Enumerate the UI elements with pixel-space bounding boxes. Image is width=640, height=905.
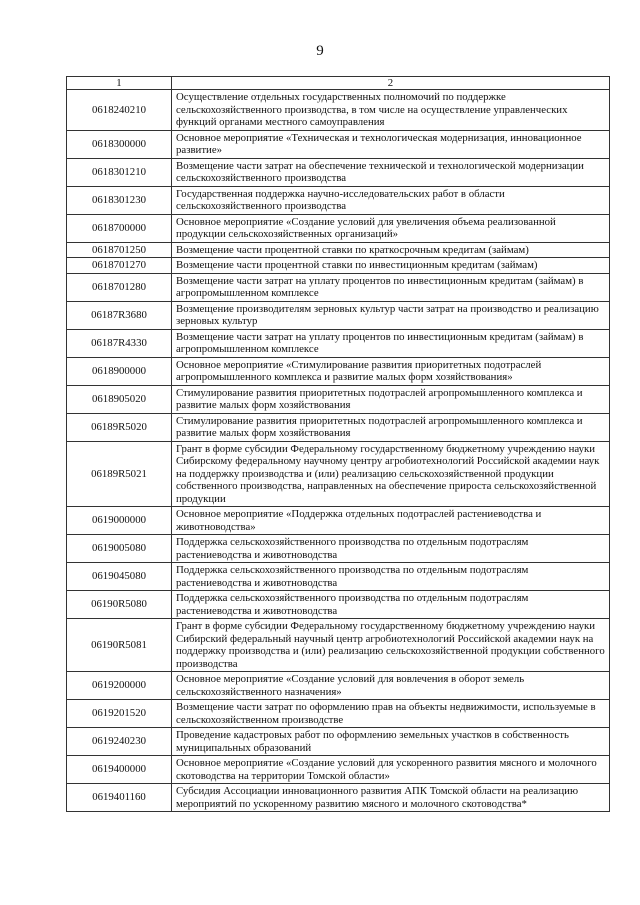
row-description: Поддержка сельскохозяйственного производства по отдельным подотраслям растениеводства и животноводства <box>172 591 610 619</box>
table-row <box>67 563 610 591</box>
table-row <box>67 619 610 672</box>
table-row <box>67 158 610 186</box>
row-description: Стимулирование развития приоритетных подотраслей агропромышленного комплекса и развитие малых форм хозяйствования <box>172 385 610 413</box>
row-description: Субсидия Ассоциации инновационного развития АПК Томской области на реализацию мероприятий по ускоренному развитию мясного и молочного скотоводства* <box>172 784 610 812</box>
row-code: 0619400000 <box>67 756 172 784</box>
table-body <box>67 90 610 812</box>
row-description: Стимулирование развития приоритетных подотраслей агропромышленного комплекса и развитие малых форм хозяйствования <box>172 413 610 441</box>
row-description: Осуществление отдельных государственных полномочий по поддержке сельскохозяйственного производства, в том числе на осуществление управленческих функций органами местного самоуправления <box>172 90 610 131</box>
table-row <box>67 90 610 131</box>
table-row <box>67 441 610 507</box>
row-description: Основное мероприятие «Создание условий для ускоренного развития мясного и молочного скотоводства на территории Томской области» <box>172 756 610 784</box>
row-code: 0618900000 <box>67 357 172 385</box>
row-code: 06189R5021 <box>67 441 172 507</box>
row-description: Поддержка сельскохозяйственного производства по отдельным подотраслям растениеводства и животноводства <box>172 563 610 591</box>
table-row <box>67 700 610 728</box>
table-row <box>67 258 610 274</box>
row-code: 0618240210 <box>67 90 172 131</box>
row-code: 0618701280 <box>67 273 172 301</box>
row-code: 0618700000 <box>67 214 172 242</box>
row-description: Возмещение части затрат на уплату процентов по инвестиционным кредитам (займам) в агропромышленном комплексе <box>172 329 610 357</box>
row-description: Возмещение части затрат по оформлению прав на объекты недвижимости, используемые в сельскохозяйственном производстве <box>172 700 610 728</box>
row-description: Основное мероприятие «Стимулирование развития приоритетных подотраслей агропромышленного комплекса и развитие малых форм хозяйствования» <box>172 357 610 385</box>
column-header-code: 1 <box>67 77 172 90</box>
row-code: 0618905020 <box>67 385 172 413</box>
table-row <box>67 214 610 242</box>
table-row <box>67 130 610 158</box>
row-code: 0619045080 <box>67 563 172 591</box>
row-code: 0618300000 <box>67 130 172 158</box>
table-row <box>67 273 610 301</box>
row-description: Грант в форме субсидии Федеральному государственному бюджетному учреждению науки Сибирский федеральный научный центр агробиотехнологий Российской академии наук на поддержку производства и (или) реализацию сельскохозяйственной продукции собственного производства <box>172 619 610 672</box>
table-header-row <box>67 77 610 90</box>
row-description: Государственная поддержка научно-исследовательских работ в области сельскохозяйственного производства <box>172 186 610 214</box>
page-number: 9 <box>316 43 324 59</box>
row-description: Основное мероприятие «Техническая и технологическая модернизация, инновационное развитие» <box>172 130 610 158</box>
row-description: Грант в форме субсидии Федеральному государственному бюджетному учреждению науки Сибирскому федеральному научному центру агробиотехнологий Российской академии наук на поддержку производства и (или) реализацию сельскохозяйственной продукции собственного производства, направленных на обеспечение прироста сельскохозяйственной продукции <box>172 441 610 507</box>
table-row <box>67 507 610 535</box>
table-row <box>67 385 610 413</box>
table-row <box>67 329 610 357</box>
row-code: 0618301230 <box>67 186 172 214</box>
row-code: 0618701270 <box>67 258 172 274</box>
table-row <box>67 186 610 214</box>
row-description: Возмещение производителям зерновых культур части затрат на производство и реализацию зерновых культур <box>172 301 610 329</box>
row-code: 06187R4330 <box>67 329 172 357</box>
row-description: Основное мероприятие «Поддержка отдельных подотраслей растениеводства и животноводства» <box>172 507 610 535</box>
row-description: Проведение кадастровых работ по оформлению земельных участков в собственность муниципальных образований <box>172 728 610 756</box>
table-row <box>67 357 610 385</box>
table-row <box>67 413 610 441</box>
row-code: 0619240230 <box>67 728 172 756</box>
row-description: Возмещение части затрат на обеспечение технической и технологической модернизации сельскохозяйственного производства <box>172 158 610 186</box>
table-row <box>67 728 610 756</box>
column-header-description: 2 <box>172 77 610 90</box>
row-code: 0619200000 <box>67 672 172 700</box>
row-code: 06190R5080 <box>67 591 172 619</box>
table-row <box>67 591 610 619</box>
row-description: Поддержка сельскохозяйственного производства по отдельным подотраслям растениеводства и животноводства <box>172 535 610 563</box>
row-code: 0619000000 <box>67 507 172 535</box>
row-description: Основное мероприятие «Создание условий для вовлечения в оборот земель сельскохозяйственного назначения» <box>172 672 610 700</box>
table-row <box>67 756 610 784</box>
table-row <box>67 242 610 258</box>
row-code: 0619401160 <box>67 784 172 812</box>
row-code: 0618301210 <box>67 158 172 186</box>
row-description: Возмещение части процентной ставки по краткосрочным кредитам (займам) <box>172 242 610 258</box>
row-code: 0619005080 <box>67 535 172 563</box>
table-row <box>67 784 610 812</box>
row-code: 06190R5081 <box>67 619 172 672</box>
row-code: 0619201520 <box>67 700 172 728</box>
row-description: Основное мероприятие «Создание условий для увеличения объема реализованной продукции сельскохозяйственных организаций» <box>172 214 610 242</box>
table-row <box>67 535 610 563</box>
table-row <box>67 672 610 700</box>
row-description: Возмещение части процентной ставки по инвестиционным кредитам (займам) <box>172 258 610 274</box>
budget-classification-table <box>66 76 610 812</box>
row-description: Возмещение части затрат на уплату процентов по инвестиционным кредитам (займам) в агропромышленном комплексе <box>172 273 610 301</box>
row-code: 0618701250 <box>67 242 172 258</box>
row-code: 06189R5020 <box>67 413 172 441</box>
table-row <box>67 301 610 329</box>
row-code: 06187R3680 <box>67 301 172 329</box>
